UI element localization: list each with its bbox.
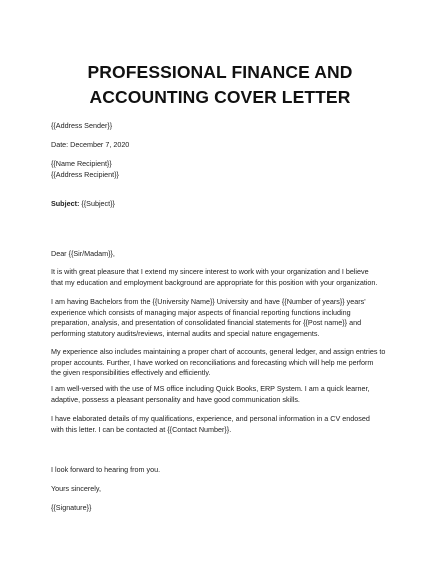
paragraph-5 (51, 414, 396, 435)
paragraph-line: I am well-versed with the use of MS office including Quick Books, ERP System. I am a quick learner, (51, 384, 370, 393)
paragraph-line: experience which consists of managing major aspects of financial reporting functions including (51, 307, 351, 317)
paragraph-line: I am having Bachelors from the {{University Name}} University and have {{Number of years}} years' (51, 297, 366, 306)
paragraph-2 (51, 297, 396, 339)
sender-address: {{Address Sender}} (51, 121, 113, 130)
subject-label: Subject: (51, 199, 80, 208)
paragraph-3 (51, 347, 396, 379)
closing-line: I look forward to hearing from you. (51, 465, 161, 474)
paragraph-line: that my education and employment background are appropriate for this position with your organization. (51, 277, 378, 287)
paragraph-line: proper accounts. Further, I have worked on reconciliations and forecasting which will help me perform (51, 357, 374, 367)
signoff: Yours sincerely, (51, 484, 101, 493)
document-title-line-1: PROFESSIONAL FINANCE AND (87, 62, 353, 82)
recipient-name: {{Name Recipient}} (51, 159, 112, 168)
paragraph-line: It is with great pleasure that I extend my sincere interest to work with your organization and I believe (51, 267, 369, 276)
salutation: Dear {{Sir/Madam}}, (51, 249, 115, 258)
paragraph-1 (51, 267, 396, 288)
paragraph-line: with this letter. I can be contacted at {{Contact Number}}. (51, 424, 232, 434)
paragraph-4 (51, 384, 396, 405)
recipient-address: {{Address Recipient}} (51, 170, 119, 179)
paragraph-line: My experience also includes maintaining a proper chart of accounts, general ledger, and assign entries to (51, 347, 386, 356)
paragraph-line: I have elaborated details of my qualifications, experience, and personal information in a CV endosed (51, 414, 370, 423)
signature-placeholder: {{Signature}} (51, 503, 92, 512)
subject-line (51, 199, 115, 209)
subject-value: {{Subject}} (79, 199, 115, 208)
paragraph-line: the given responsibilities effectively and efficiently. (51, 368, 211, 377)
letter-date: Date: December 7, 2020 (51, 140, 130, 149)
document-title-line-2: ACCOUNTING COVER LETTER (89, 87, 351, 107)
paragraph-line: preparation, analysis, and presentation of consolidated financial statements for {{Post name}} and (51, 318, 362, 327)
paragraph-line: performing statutory audits/reviews, internal audits and special nature engagements. (51, 328, 320, 338)
paragraph-line: adaptive, possess a pleasant personality and have good communication skills. (51, 394, 300, 404)
